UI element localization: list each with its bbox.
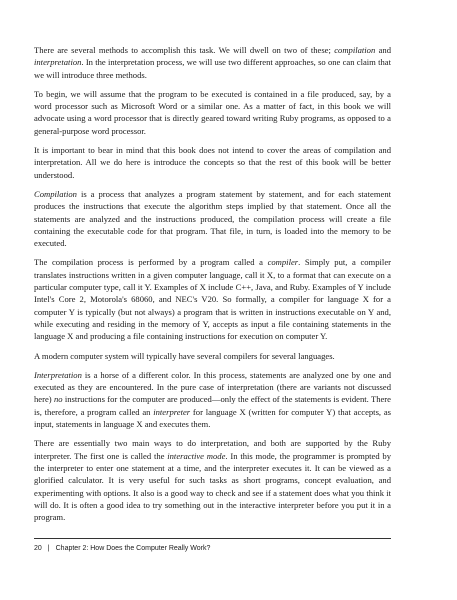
emphasis-text: interactive mode [167,450,226,461]
paragraph [34,350,391,362]
text-run: is a process that analyzes a program statement by statement, and for each statement produces the instructions that execute the algorithm steps implied by that statement. Once all the statements are analyzed and the instructions produced, the compilation process will create a file containing the executable code for that program. That file, in turn, is loaded into the memory to be executed. [34,188,391,249]
text-run: There are several methods to accomplish this task. We will dwell on two of these; [34,45,335,55]
paragraph [34,256,391,342]
page-number: 20 [34,545,42,552]
text-run: . In this mode, the programmer is prompted by the interpreter to enter one statement at a time, and the interpreter executes it. It can be viewed as a glorified calculator. It is very useful for such tasks as short programs, concept evaluation, and experimenting with options. It also is a good way to check and see if a statement does what you think it will do. It is often a good idea to try something out in the interactive interpreter before you put it in a program. [34,450,392,523]
text-run: A modern computer system will typically have several compilers for several languages. [34,350,335,361]
paragraph [34,44,391,81]
paragraph [34,437,391,523]
footer-divider [34,538,391,539]
text-run: instructions for the computer are produced—only the effect of the statements is evident. There is, therefore, a program called an [34,394,391,417]
text-run: There are essentially two main ways to do interpretation, and both are supported by the Ruby interpreter. The first one is called the [34,438,391,461]
paragraph [34,369,391,430]
emphasis-text: no [53,394,63,405]
page-footer [34,545,210,552]
emphasis-text: Interpretation [34,369,82,380]
footer-separator: | [47,545,50,552]
emphasis-text: interpretation [34,57,82,68]
text-run: The compilation process is performed by a program called a [34,257,268,268]
emphasis-text: interpreter [153,406,191,417]
text-run: . In the interpretation process, we will use two different approaches, so one can claim that we will introduce three methods. [34,57,391,80]
emphasis-text: compiler [267,257,299,268]
text-run: for language X (written for computer Y) that accepts, as input, statements in language X and executes them. [34,406,391,430]
paragraph [34,144,391,181]
text-run: . Simply put, a compiler translates instructions written in a given computer language, call it X, to a format that can execute on a particular computer type, call it Y. Examples of X include C++, Java, and Ruby. Examples of Y include Intel's Core 2, Motorola's 68060, and NEC's V20. So formally, a compiler for language X for a computer Y is typically (but not always) a program that is written in instructions executable on Y and, while executing and residing in the memory of Y, accepts as input a file containing statements in the language X and producing a file containing instructions for execution on computer Y. [34,257,391,342]
emphasis-text: compilation [334,45,376,55]
paragraph [34,88,391,137]
text-run: To begin, we will assume that the program to be executed is contained in a file produced, say, by a word processor such as Microsoft Word or a similar one. As a matter of fact, in this book we will advocate using a word processor that is directly geared toward writing Ruby programs, as opposed to a general-purpose word processor. [34,88,391,136]
page-body [34,44,391,530]
text-run: is a horse of a different color. In this process, statements are analyzed one by one and executed as they are encountered. In the pure case of interpretation (there are variants not discussed here) [34,369,391,405]
text-run: It is important to bear in mind that this book does not intend to cover the areas of compilation and interpretation. All we do here is introduce the concepts so that the rest of this book will be better understood. [34,145,391,180]
paragraph [34,188,391,249]
emphasis-text: Compilation [34,188,77,199]
chapter-title: Chapter 2: How Does the Computer Really Work? [55,545,211,552]
text-run: and [375,45,392,55]
